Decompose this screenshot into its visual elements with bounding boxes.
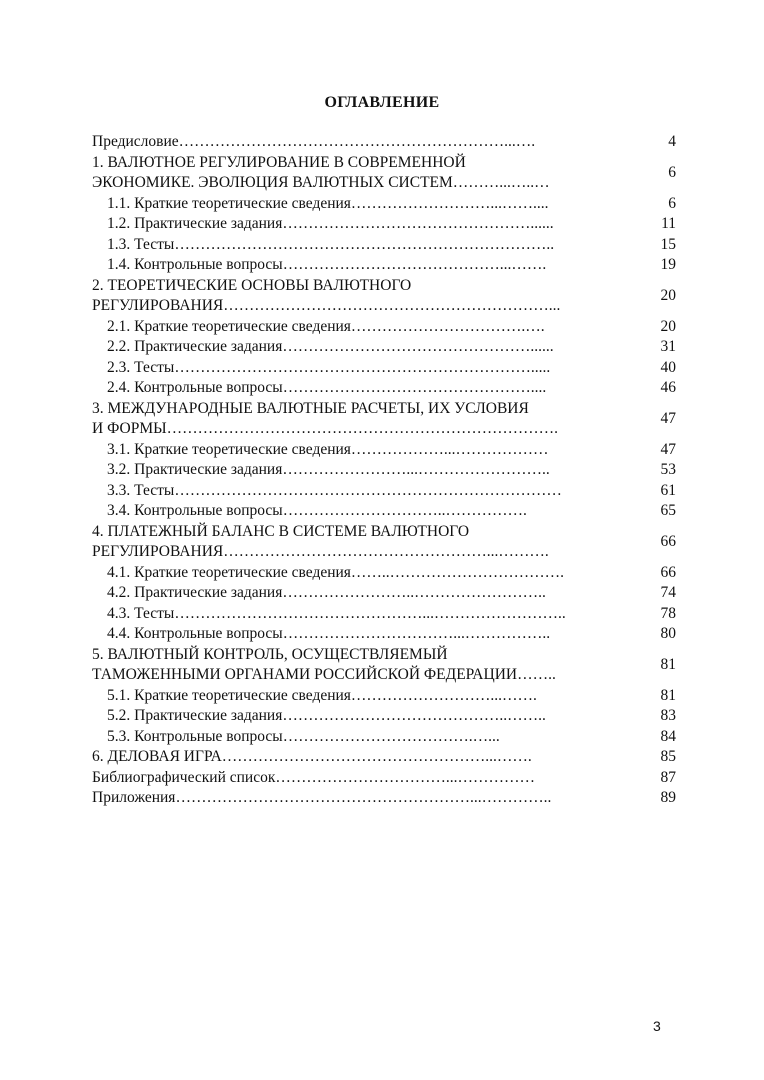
entry-text: 3.3. Тесты…………………………………………………………………: [107, 481, 562, 499]
entry-text: 6. ДЕЛОВАЯ ИГРА……………………………………………...…….: [92, 748, 532, 765]
entry-text: 5.3. Контрольные вопросы……………………………….…...: [107, 727, 500, 745]
table-of-contents: [92, 132, 676, 809]
toc-entry-2-1: [92, 317, 676, 338]
entry-page: 83: [660, 707, 676, 724]
entry-line-2: ЭКОНОМИКЕ. ЭВОЛЮЦИЯ ВАЛЮТНЫХ СИСТЕМ………...…..…: [92, 174, 550, 191]
entry-text: Приложения…………………………………………………...…………..: [92, 789, 552, 806]
entry-page: 81: [660, 655, 676, 673]
entry-page: 78: [660, 604, 676, 622]
entry-line-1: 3. МЕЖДУНАРОДНЫЕ ВАЛЮТНЫЕ РАСЧЕТЫ, ИХ УСЛОВИЯ: [92, 399, 529, 417]
entry-page: 6: [668, 163, 676, 181]
entry-page: 66: [660, 563, 676, 581]
toc-entry-5-2: [92, 706, 676, 727]
entry-text: 2.1. Краткие теоретические сведения…………………………….….: [107, 317, 545, 335]
toc-entry-1-2: [92, 214, 676, 235]
toc-entry-chapter-2: [92, 276, 676, 317]
entry-text: 4.1. Краткие теоретические сведения……..…………………………….: [107, 563, 565, 581]
toc-entry-preface: [92, 132, 676, 153]
entry-page: 47: [660, 440, 676, 458]
toc-entry-4-2: [92, 583, 676, 604]
entry-text: 4.3. Тесты…………………………………………...……………………..: [107, 604, 566, 622]
toc-entry-3-4: [92, 501, 676, 522]
entry-line-1: 5. ВАЛЮТНЫЙ КОНТРОЛЬ, ОСУЩЕСТВЛЯЕМЫЙ: [92, 645, 448, 663]
entry-page: 85: [660, 748, 676, 765]
entry-line-2: РЕГУЛИРОВАНИЯ………………………………………………………...: [92, 297, 561, 314]
toc-entry-2-3: [92, 358, 676, 379]
entry-text: [92, 399, 626, 440]
entry-text: 5.1. Краткие теоретические сведения………………………...…….: [107, 686, 537, 704]
entry-text: 4.2. Практические задания……………………..……………………..: [107, 584, 546, 601]
toc-entry-chapter-5: [92, 645, 676, 686]
entry-page: 20: [660, 286, 676, 304]
entry-text: 1.2. Практические задания…………………………………………......: [107, 215, 554, 232]
entry-page: 80: [660, 625, 676, 642]
entry-page: 40: [660, 358, 676, 376]
entry-text: 2.2. Практические задания…………………………………………......: [107, 338, 554, 355]
toc-entry-5-1: [92, 686, 676, 707]
entry-text: [92, 276, 626, 317]
entry-page: 84: [660, 727, 676, 745]
entry-page: 31: [660, 338, 676, 355]
entry-page: 74: [660, 584, 676, 601]
entry-text: 3.1. Краткие теоретические сведения………………...………………: [107, 440, 549, 458]
entry-page: 66: [660, 532, 676, 550]
page-number: 3: [653, 1018, 661, 1034]
toc-entry-1-4: [92, 255, 676, 276]
entry-line-1: 1. ВАЛЮТНОЕ РЕГУЛИРОВАНИЕ В СОВРЕМЕННОЙ: [92, 153, 466, 171]
entry-text: Предисловие………………………………………………………...….: [92, 133, 536, 150]
entry-page: 47: [660, 409, 676, 427]
entry-text: Библиографический список……………………………...……………: [92, 768, 535, 786]
entry-page: 4: [668, 133, 676, 150]
entry-text: 2.4. Контрольные вопросы…………………………………………....: [107, 379, 547, 396]
toc-entry-2-4: [92, 378, 676, 399]
entry-text: 3.4. Контрольные вопросы…………………………..…………….: [107, 502, 527, 519]
toc-entry-3-1: [92, 440, 676, 461]
entry-page: 46: [660, 379, 676, 396]
entry-page: 61: [660, 481, 676, 499]
toc-entry-4-4: [92, 624, 676, 645]
entry-page: 15: [660, 235, 676, 253]
entry-page: 11: [661, 215, 676, 232]
entry-page: 20: [660, 317, 676, 335]
toc-entry-bibliography: [92, 768, 676, 789]
toc-entry-3-3: [92, 481, 676, 502]
page-title: ОГЛАВЛЕНИЕ: [324, 94, 440, 111]
toc-entry-3-2: [92, 460, 676, 481]
toc-entry-chapter-1: [92, 153, 676, 194]
entry-page: 19: [660, 256, 676, 273]
toc-entry-chapter-6: [92, 747, 676, 768]
entry-line-2: И ФОРМЫ………………………………………………………………….: [92, 420, 558, 437]
entry-line-2: ТАМОЖЕННЫМИ ОРГАНАМИ РОССИЙСКОЙ ФЕДЕРАЦИИ……..: [92, 666, 556, 683]
entry-text: [92, 153, 626, 194]
entry-text: 5.2. Практические задания……………………………………..……..: [107, 707, 546, 724]
entry-text: 1.1. Краткие теоретические сведения………………………...……....: [107, 194, 549, 212]
toc-entry-5-3: [92, 727, 676, 748]
entry-text: 1.3. Тесты………………………………………………………………..: [107, 235, 555, 253]
toc-entry-4-1: [92, 563, 676, 584]
toc-entry-1-1: [92, 194, 676, 215]
entry-line-1: 4. ПЛАТЕЖНЫЙ БАЛАНС В СИСТЕМЕ ВАЛЮТНОГО: [92, 522, 470, 540]
entry-line-1: 2. ТЕОРЕТИЧЕСКИЕ ОСНОВЫ ВАЛЮТНОГО: [92, 276, 412, 294]
entry-text: 1.4. Контрольные вопросы……………………………………...…….: [107, 256, 547, 273]
entry-page: 6: [668, 194, 676, 212]
entry-text: 3.2. Практические задания……………………...……………………..: [107, 461, 550, 478]
toc-entry-4-3: [92, 604, 676, 625]
entry-page: 81: [660, 686, 676, 704]
entry-text: 2.3. Тесты…………………………………………………………….....: [107, 358, 551, 376]
entry-text: [92, 645, 626, 686]
toc-entry-2-2: [92, 337, 676, 358]
entry-page: 89: [660, 789, 676, 806]
entry-line-2: РЕГУЛИРОВАНИЯ……………………………………………...……….: [92, 543, 549, 560]
entry-text: [92, 522, 626, 563]
entry-page: 65: [660, 502, 676, 519]
entry-text: 4.4. Контрольные вопросы……………………………...……………..: [107, 625, 551, 642]
toc-entry-appendices: [92, 788, 676, 809]
entry-page: 87: [660, 768, 676, 786]
entry-page: 53: [660, 461, 676, 478]
toc-entry-1-3: [92, 235, 676, 256]
toc-entry-chapter-4: [92, 522, 676, 563]
toc-entry-chapter-3: [92, 399, 676, 440]
